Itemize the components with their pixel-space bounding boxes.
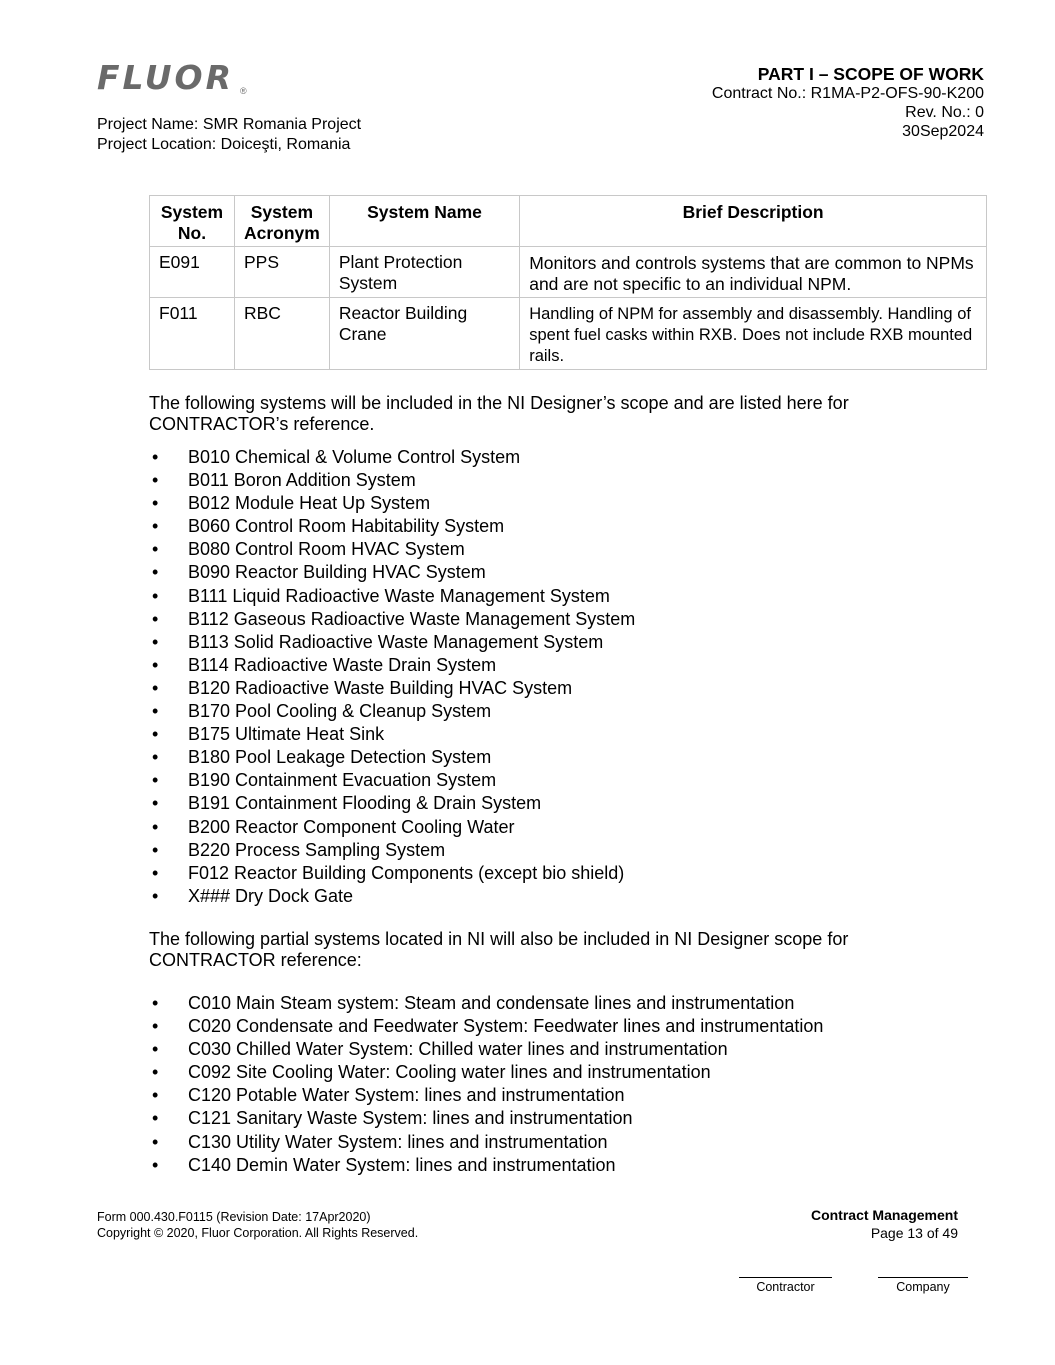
list-item: • C130 Utility Water System: lines and instrumentation bbox=[149, 1131, 823, 1154]
cell-system-acronym: PPS bbox=[234, 247, 329, 298]
footer-form-info bbox=[97, 1209, 418, 1241]
header-brief-description: Brief Description bbox=[520, 196, 987, 247]
list-item: • C120 Potable Water System: lines and instrumentation bbox=[149, 1084, 823, 1107]
cell-system-no: E091 bbox=[150, 247, 235, 298]
list-item: • C010 Main Steam system: Steam and condensate lines and instrumentation bbox=[149, 992, 823, 1015]
project-name: Project Name: SMR Romania Project bbox=[97, 116, 362, 133]
list-item: • C020 Condensate and Feedwater System: Feedwater lines and instrumentation bbox=[149, 1015, 823, 1038]
systems-table bbox=[149, 195, 987, 370]
list-item: • B010 Chemical & Volume Control System bbox=[149, 446, 635, 469]
list-item: • B090 Reactor Building HVAC System bbox=[149, 561, 635, 584]
cell-description: Monitors and controls systems that are common to NPMs and are not specific to an individual NPM. bbox=[520, 247, 987, 298]
document-date: 30Sep2024 bbox=[902, 123, 984, 140]
contract-number: Contract No.: R1MA-P2-OFS-90-K200 bbox=[711, 85, 984, 102]
registered-mark: ® bbox=[240, 86, 247, 96]
cell-system-acronym: RBC bbox=[234, 298, 329, 370]
revision-number: Rev. No.: 0 bbox=[905, 104, 984, 121]
form-number: Form 000.430.F0115 (Revision Date: 17Apr2020) bbox=[97, 1210, 371, 1224]
list-item: • B011 Boron Addition System bbox=[149, 469, 635, 492]
footer-page-info bbox=[811, 1206, 958, 1242]
project-location: Project Location: Doiceşti, Romania bbox=[97, 136, 351, 153]
contractor-signature-line: Contractor bbox=[739, 1277, 832, 1294]
cell-description: Handling of NPM for assembly and disassembly. Handling of spent fuel casks within RXB. Does not include RXB mounted rails. bbox=[520, 298, 987, 370]
list-item: • F012 Reactor Building Components (except bio shield) bbox=[149, 862, 635, 885]
section2-intro: The following partial systems located in NI will also be included in NI Designer scope for CONTRACTOR reference: bbox=[149, 929, 849, 970]
list-item: • B180 Pool Leakage Detection System bbox=[149, 746, 635, 769]
header-system-no: System No. bbox=[150, 196, 235, 247]
company-signature-line: Company bbox=[878, 1277, 968, 1294]
cell-system-name: Reactor Building Crane bbox=[329, 298, 519, 370]
header-system-acronym: System Acronym bbox=[234, 196, 329, 247]
fluor-logo: FLUOR bbox=[97, 58, 235, 97]
partial-systems-list bbox=[149, 992, 823, 1177]
cell-system-name: Plant Protection System bbox=[329, 247, 519, 298]
document-header-info bbox=[712, 64, 984, 141]
list-item: • B175 Ultimate Heat Sink bbox=[149, 723, 635, 746]
list-item: • B080 Control Room HVAC System bbox=[149, 538, 635, 561]
list-item: • B200 Reactor Component Cooling Water bbox=[149, 816, 635, 839]
list-item: • B113 Solid Radioactive Waste Management System bbox=[149, 631, 635, 654]
list-item: • B220 Process Sampling System bbox=[149, 839, 635, 862]
list-item: • B170 Pool Cooling & Cleanup System bbox=[149, 700, 635, 723]
part-title: PART I – SCOPE OF WORK bbox=[757, 64, 984, 84]
list-item: • B012 Module Heat Up System bbox=[149, 492, 635, 515]
nuclear-island-systems-list bbox=[149, 446, 635, 908]
list-item: • C140 Demin Water System: lines and instrumentation bbox=[149, 1154, 823, 1177]
header-system-name: System Name bbox=[329, 196, 519, 247]
list-item: • B114 Radioactive Waste Drain System bbox=[149, 654, 635, 677]
copyright: Copyright © 2020, Fluor Corporation. All Rights Reserved. bbox=[97, 1226, 419, 1240]
project-info bbox=[97, 115, 361, 155]
cell-system-no: F011 bbox=[150, 298, 235, 370]
table-header-row bbox=[150, 196, 987, 247]
page-number: Page 13 of 49 bbox=[870, 1225, 958, 1241]
list-item: • B111 Liquid Radioactive Waste Management System bbox=[149, 585, 635, 608]
list-item: • B190 Containment Evacuation System bbox=[149, 769, 635, 792]
list-item: • B060 Control Room Habitability System bbox=[149, 515, 635, 538]
list-item: • C030 Chilled Water System: Chilled water lines and instrumentation bbox=[149, 1038, 823, 1061]
list-item: • B112 Gaseous Radioactive Waste Management System bbox=[149, 608, 635, 631]
department-name: Contract Management bbox=[810, 1207, 958, 1223]
list-item: • C121 Sanitary Waste System: lines and instrumentation bbox=[149, 1107, 823, 1130]
list-item: • B191 Containment Flooding & Drain System bbox=[149, 792, 635, 815]
section1-intro: The following systems will be included in the NI Designer’s scope and are listed here for CONTRACTOR’s reference. bbox=[149, 393, 849, 434]
list-item: • C092 Site Cooling Water: Cooling water lines and instrumentation bbox=[149, 1061, 823, 1084]
table-row bbox=[150, 247, 987, 298]
list-item: • X### Dry Dock Gate bbox=[149, 885, 635, 908]
list-item: • B120 Radioactive Waste Building HVAC System bbox=[149, 677, 635, 700]
table-row bbox=[150, 298, 987, 370]
